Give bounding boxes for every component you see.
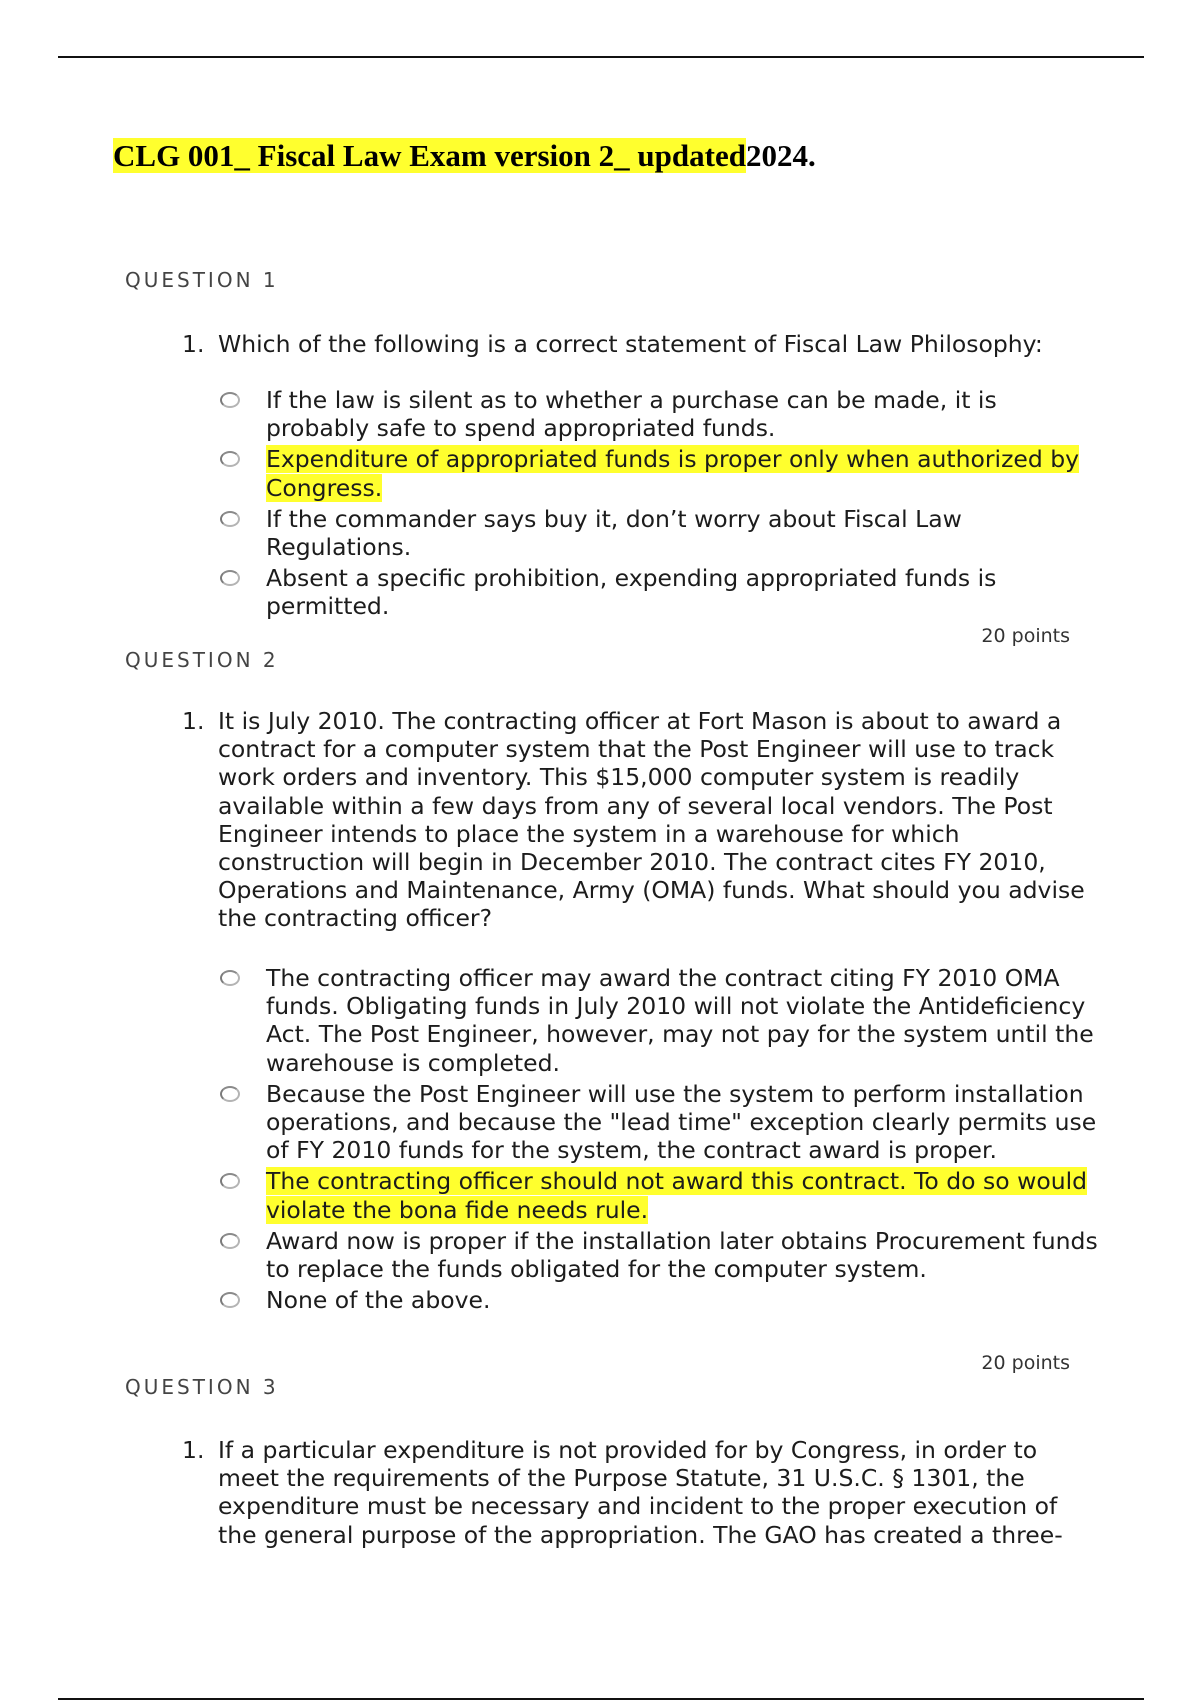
question-2-options [220,964,1100,1317]
option-label: Absent a specific prohibition, expending appropriated funds is permitted. [266,564,997,621]
question-1-text: Which of the following is a correct statement of Fiscal Law Philosophy: [218,330,1043,358]
question-3-number: 1. [182,1436,205,1464]
question-2-option-4 [220,1227,1100,1283]
question-2-number: 1. [182,707,205,735]
option-label: Because the Post Engineer will use the system to perform installation operations, and because the "lead time" exception clearly permits use of FY 2010 funds for the system, the contract award is proper. [266,1079,1097,1165]
radio-button-icon[interactable] [220,570,240,586]
document-title-rest: 2024. [745,138,816,173]
question-2-option-5 [220,1286,1100,1314]
question-1-stem [182,330,1092,358]
question-2-text: It is July 2010. The contracting officer at Fort Mason is about to award a contract for a computer system that the Post Engineer will use to track work orders and inventory. This $15,000 computer system is readily available within a few days from any of several local vendors. The Post Engineer intends to place the system in a warehouse for which construction will begin in December 2010. The contract cites FY 2010, Operations and Maintenance, Army (OMA) funds. What should you advise the contracting officer? [218,707,1085,933]
radio-button-icon[interactable] [220,1292,240,1308]
document-title-highlighted: CLG 001_ Fiscal Law Exam version 2_ updated [113,138,746,173]
option-label: The contracting officer may award the contract citing FY 2010 OMA funds. Obligating funds in July 2010 will not violate the Antideficiency Act. The Post Engineer, however, may not pay for the system until the warehouse is completed. [266,964,1094,1077]
document-title [113,136,816,176]
question-1-heading: QUESTION 1 [125,268,279,292]
option-label-highlighted: The contracting officer should not award this contract. To do so would violate the bona fide needs rule. [266,1167,1088,1224]
question-1-options [220,386,1100,624]
question-3-stem [182,1436,1092,1549]
question-2-heading: QUESTION 2 [125,648,279,672]
question-1-option-2 [220,445,1100,501]
radio-button-icon[interactable] [220,511,240,527]
radio-button-icon[interactable] [220,1173,240,1189]
option-label: None of the above. [266,1286,491,1315]
question-2-points: 20 points [981,1352,1070,1374]
question-2-option-3 [220,1167,1100,1223]
option-label: If the law is silent as to whether a purchase can be made, it is probably safe to spend appropriated funds. [266,386,997,443]
question-1-option-4 [220,564,1100,620]
question-2-stem [182,707,1092,933]
option-label-highlighted: Expenditure of appropriated funds is proper only when authorized by Congress. [266,445,1080,502]
option-label: Award now is proper if the installation later obtains Procurement funds to replace the funds obligated for the computer system. [266,1226,1098,1284]
question-1-option-1 [220,386,1100,442]
question-1-option-3 [220,505,1100,561]
radio-button-icon[interactable] [220,451,240,467]
question-3-text: If a particular expenditure is not provided for by Congress, in order to meet the requirements of the Purpose Statute, 31 U.S.C. § 1301, the expenditure must be necessary and incident to the proper execution of the general purpose of the appropriation. The GAO has created a three- [218,1436,1063,1549]
question-1-points: 20 points [981,625,1070,647]
radio-button-icon[interactable] [220,970,240,986]
question-2-option-2 [220,1080,1100,1165]
question-2-option-1 [220,964,1100,1077]
question-3-heading: QUESTION 3 [125,1375,279,1399]
top-rule [58,56,1144,58]
question-1-number: 1. [182,330,205,358]
radio-button-icon[interactable] [220,1233,240,1249]
radio-button-icon[interactable] [220,392,240,408]
option-label: If the commander says buy it, don’t worry about Fiscal Law Regulations. [266,504,962,562]
radio-button-icon[interactable] [220,1086,240,1102]
